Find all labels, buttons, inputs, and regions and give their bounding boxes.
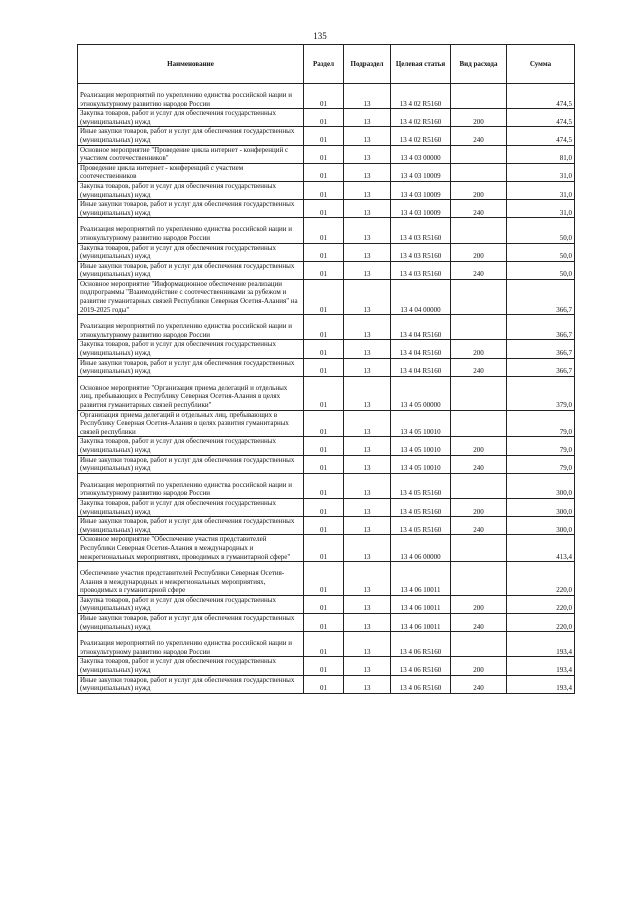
row-name: Основное мероприятие "Организация приема делегаций и отдельных лиц, пребывающих в Республику Северная Осетия-Алания в целях развития гуманитарных связей республики"	[78, 376, 304, 410]
row-name: Иные закупки товаров, работ и услуг для обеспечения государственных (муниципальных) нужд	[78, 614, 304, 632]
row-name: Основное мероприятие "Проведение цикла интернет - конференций с участием соотечественников"	[78, 145, 304, 163]
table-row	[78, 473, 575, 498]
row-statya: 13 4 04 R5160	[391, 340, 451, 358]
row-podrazdel: 13	[344, 437, 391, 455]
row-statya: 13 4 05 00000	[391, 376, 451, 410]
row-name: Иные закупки товаров, работ и услуг для обеспечения государственных (муниципальных) нужд	[78, 358, 304, 376]
row-summa: 193,4	[507, 632, 575, 657]
row-name: Организация приема делегаций и отдельных лиц, пребывающих в Республику Северная Осетия-Алания в целях развития гуманитарных связей республики	[78, 410, 304, 437]
row-statya: 13 4 05 10010	[391, 437, 451, 455]
row-podrazdel: 13	[344, 632, 391, 657]
row-vid-raskhoda	[451, 376, 507, 410]
header-name: Наименование	[78, 45, 304, 84]
row-vid-raskhoda	[451, 473, 507, 498]
row-name: Обеспечение участия представителей Республики Северная Осетия-Алания в международных и межрегиональных мероприятиях, проводимых в гуманитарной сфере	[78, 562, 304, 596]
row-razdel: 01	[304, 437, 344, 455]
row-summa: 300,0	[507, 498, 575, 516]
header-podrazdel: Подраздел	[344, 45, 391, 84]
row-podrazdel: 13	[344, 145, 391, 163]
row-razdel: 01	[304, 657, 344, 675]
row-vid-raskhoda: 240	[451, 614, 507, 632]
table-row	[78, 595, 575, 613]
row-statya: 13 4 06 10011	[391, 595, 451, 613]
row-summa: 50,0	[507, 243, 575, 261]
header-razdel: Раздел	[304, 45, 344, 84]
row-name: Закупка товаров, работ и услуг для обеспечения государственных (муниципальных) нужд	[78, 595, 304, 613]
row-statya: 13 4 05 10010	[391, 410, 451, 437]
row-podrazdel: 13	[344, 181, 391, 199]
row-podrazdel: 13	[344, 200, 391, 218]
row-vid-raskhoda	[451, 632, 507, 657]
row-summa: 79,0	[507, 455, 575, 473]
row-summa: 31,0	[507, 163, 575, 181]
row-summa: 474,5	[507, 127, 575, 145]
table-row	[78, 145, 575, 163]
row-razdel: 01	[304, 181, 344, 199]
row-podrazdel: 13	[344, 376, 391, 410]
row-statya: 13 4 04 R5160	[391, 358, 451, 376]
row-statya: 13 4 04 00000	[391, 279, 451, 314]
row-statya: 13 4 06 10011	[391, 614, 451, 632]
table-row	[78, 410, 575, 437]
row-vid-raskhoda	[451, 218, 507, 243]
row-summa: 366,7	[507, 340, 575, 358]
table-row	[78, 279, 575, 314]
table-row	[78, 455, 575, 473]
row-podrazdel: 13	[344, 315, 391, 340]
row-statya: 13 4 02 R5160	[391, 109, 451, 127]
row-podrazdel: 13	[344, 675, 391, 693]
row-razdel: 01	[304, 535, 344, 562]
row-summa: 366,7	[507, 279, 575, 314]
row-podrazdel: 13	[344, 562, 391, 596]
row-name: Основное мероприятие "Обеспечение участия представителей Республики Северная Осетия-Алания в международных и межрегиональных мероприятиях, проводимых в гуманитарной сфере"	[78, 535, 304, 562]
row-statya: 13 4 06 00000	[391, 535, 451, 562]
row-summa: 474,5	[507, 109, 575, 127]
row-name: Иные закупки товаров, работ и услуг для обеспечения государственных (муниципальных) нужд	[78, 455, 304, 473]
table-row	[78, 437, 575, 455]
table-body	[78, 84, 575, 694]
table-row	[78, 200, 575, 218]
row-summa: 366,7	[507, 358, 575, 376]
row-razdel: 01	[304, 163, 344, 181]
row-statya: 13 4 02 R5160	[391, 127, 451, 145]
table-row	[78, 358, 575, 376]
row-vid-raskhoda	[451, 562, 507, 596]
row-podrazdel: 13	[344, 455, 391, 473]
row-summa: 366,7	[507, 315, 575, 340]
row-podrazdel: 13	[344, 358, 391, 376]
table-row	[78, 535, 575, 562]
row-statya: 13 4 05 R5160	[391, 473, 451, 498]
row-summa: 79,0	[507, 410, 575, 437]
row-name: Иные закупки товаров, работ и услуг для обеспечения государственных (муниципальных) нужд	[78, 127, 304, 145]
table-row	[78, 517, 575, 535]
row-razdel: 01	[304, 340, 344, 358]
row-name: Иные закупки товаров, работ и услуг для обеспечения государственных (муниципальных) нужд	[78, 261, 304, 279]
row-name: Закупка товаров, работ и услуг для обеспечения государственных (муниципальных) нужд	[78, 243, 304, 261]
row-podrazdel: 13	[344, 535, 391, 562]
row-summa: 220,0	[507, 614, 575, 632]
row-statya: 13 4 03 R5160	[391, 261, 451, 279]
row-statya: 13 4 05 R5160	[391, 498, 451, 516]
row-podrazdel: 13	[344, 473, 391, 498]
row-summa: 193,4	[507, 657, 575, 675]
row-razdel: 01	[304, 473, 344, 498]
table-header-row	[78, 45, 575, 84]
table-row	[78, 261, 575, 279]
table-row	[78, 127, 575, 145]
row-razdel: 01	[304, 358, 344, 376]
row-podrazdel: 13	[344, 261, 391, 279]
row-razdel: 01	[304, 410, 344, 437]
page-number: 135	[313, 31, 327, 41]
row-razdel: 01	[304, 632, 344, 657]
table-row	[78, 657, 575, 675]
row-vid-raskhoda	[451, 145, 507, 163]
table-row	[78, 163, 575, 181]
row-name: Реализация мероприятий по укреплению единства российской нации и этнокультурному развитию народов России	[78, 632, 304, 657]
row-razdel: 01	[304, 455, 344, 473]
row-statya: 13 4 03 10009	[391, 163, 451, 181]
row-razdel: 01	[304, 127, 344, 145]
row-razdel: 01	[304, 261, 344, 279]
row-vid-raskhoda: 200	[451, 437, 507, 455]
row-podrazdel: 13	[344, 163, 391, 181]
row-summa: 31,0	[507, 200, 575, 218]
row-vid-raskhoda: 240	[451, 200, 507, 218]
row-razdel: 01	[304, 595, 344, 613]
row-statya: 13 4 02 R5160	[391, 84, 451, 109]
header-vid-raskhoda: Вид расхода	[451, 45, 507, 84]
row-podrazdel: 13	[344, 595, 391, 613]
row-podrazdel: 13	[344, 218, 391, 243]
row-razdel: 01	[304, 562, 344, 596]
row-vid-raskhoda	[451, 163, 507, 181]
row-name: Закупка товаров, работ и услуг для обеспечения государственных (муниципальных) нужд	[78, 109, 304, 127]
row-vid-raskhoda: 240	[451, 455, 507, 473]
row-vid-raskhoda	[451, 315, 507, 340]
row-podrazdel: 13	[344, 243, 391, 261]
table-row	[78, 340, 575, 358]
row-statya: 13 4 04 R5160	[391, 315, 451, 340]
row-summa: 81,0	[507, 145, 575, 163]
row-razdel: 01	[304, 109, 344, 127]
header-summa: Сумма	[507, 45, 575, 84]
row-vid-raskhoda: 240	[451, 127, 507, 145]
row-statya: 13 4 03 10009	[391, 200, 451, 218]
row-summa: 300,0	[507, 473, 575, 498]
row-statya: 13 4 06 R5160	[391, 675, 451, 693]
row-summa: 300,0	[507, 517, 575, 535]
row-name: Закупка товаров, работ и услуг для обеспечения государственных (муниципальных) нужд	[78, 498, 304, 516]
row-vid-raskhoda: 240	[451, 517, 507, 535]
row-summa: 474,5	[507, 84, 575, 109]
row-razdel: 01	[304, 675, 344, 693]
row-name: Реализация мероприятий по укреплению единства российской нации и этнокультурному развитию народов России	[78, 218, 304, 243]
table-row	[78, 614, 575, 632]
row-razdel: 01	[304, 279, 344, 314]
row-razdel: 01	[304, 498, 344, 516]
row-podrazdel: 13	[344, 410, 391, 437]
table-row	[78, 218, 575, 243]
row-razdel: 01	[304, 145, 344, 163]
row-statya: 13 4 03 R5160	[391, 218, 451, 243]
row-summa: 79,0	[507, 437, 575, 455]
row-razdel: 01	[304, 315, 344, 340]
row-name: Иные закупки товаров, работ и услуг для обеспечения государственных (муниципальных) нужд	[78, 675, 304, 693]
row-name: Реализация мероприятий по укреплению единства российской нации и этнокультурному развитию народов России	[78, 473, 304, 498]
row-vid-raskhoda: 240	[451, 358, 507, 376]
table-row	[78, 675, 575, 693]
row-summa: 413,4	[507, 535, 575, 562]
row-razdel: 01	[304, 200, 344, 218]
table-row	[78, 181, 575, 199]
row-summa: 50,0	[507, 261, 575, 279]
row-vid-raskhoda	[451, 410, 507, 437]
row-summa: 220,0	[507, 562, 575, 596]
table-row	[78, 243, 575, 261]
table-row	[78, 562, 575, 596]
table-row	[78, 109, 575, 127]
row-podrazdel: 13	[344, 127, 391, 145]
row-podrazdel: 13	[344, 84, 391, 109]
row-razdel: 01	[304, 84, 344, 109]
row-statya: 13 4 05 R5160	[391, 517, 451, 535]
row-vid-raskhoda: 200	[451, 657, 507, 675]
row-podrazdel: 13	[344, 657, 391, 675]
row-name: Иные закупки товаров, работ и услуг для обеспечения государственных (муниципальных) нужд	[78, 517, 304, 535]
row-vid-raskhoda	[451, 279, 507, 314]
row-vid-raskhoda: 200	[451, 498, 507, 516]
table-row	[78, 376, 575, 410]
row-name: Закупка товаров, работ и услуг для обеспечения государственных (муниципальных) нужд	[78, 181, 304, 199]
row-summa: 379,0	[507, 376, 575, 410]
row-vid-raskhoda: 200	[451, 181, 507, 199]
row-name: Закупка товаров, работ и услуг для обеспечения государственных (муниципальных) нужд	[78, 340, 304, 358]
row-razdel: 01	[304, 243, 344, 261]
row-podrazdel: 13	[344, 109, 391, 127]
table-row	[78, 498, 575, 516]
row-name: Иные закупки товаров, работ и услуг для обеспечения государственных (муниципальных) нужд	[78, 200, 304, 218]
row-name: Реализация мероприятий по укреплению единства российской нации и этнокультурному развитию народов России	[78, 84, 304, 109]
row-vid-raskhoda	[451, 535, 507, 562]
row-vid-raskhoda	[451, 84, 507, 109]
row-vid-raskhoda: 200	[451, 243, 507, 261]
row-statya: 13 4 05 10010	[391, 455, 451, 473]
row-name: Проведение цикла интернет - конференций с участием соотечественников	[78, 163, 304, 181]
row-podrazdel: 13	[344, 279, 391, 314]
row-podrazdel: 13	[344, 498, 391, 516]
row-podrazdel: 13	[344, 614, 391, 632]
row-summa: 193,4	[507, 675, 575, 693]
row-name: Реализация мероприятий по укреплению единства российской нации и этнокультурному развитию народов России	[78, 315, 304, 340]
row-summa: 50,0	[507, 218, 575, 243]
row-statya: 13 4 06 R5160	[391, 632, 451, 657]
row-summa: 220,0	[507, 595, 575, 613]
row-statya: 13 4 03 R5160	[391, 243, 451, 261]
row-vid-raskhoda: 240	[451, 261, 507, 279]
row-summa: 31,0	[507, 181, 575, 199]
row-razdel: 01	[304, 376, 344, 410]
table-row	[78, 315, 575, 340]
row-razdel: 01	[304, 517, 344, 535]
row-podrazdel: 13	[344, 517, 391, 535]
row-vid-raskhoda: 200	[451, 109, 507, 127]
row-statya: 13 4 03 00000	[391, 145, 451, 163]
table-row	[78, 632, 575, 657]
row-statya: 13 4 03 10009	[391, 181, 451, 199]
row-razdel: 01	[304, 218, 344, 243]
row-statya: 13 4 06 R5160	[391, 657, 451, 675]
row-statya: 13 4 06 10011	[391, 562, 451, 596]
row-vid-raskhoda: 200	[451, 595, 507, 613]
table-row	[78, 84, 575, 109]
header-statya: Целевая статья	[391, 45, 451, 84]
budget-table	[77, 44, 575, 694]
row-podrazdel: 13	[344, 340, 391, 358]
row-name: Закупка товаров, работ и услуг для обеспечения государственных (муниципальных) нужд	[78, 437, 304, 455]
row-name: Основное мероприятие "Информационное обеспечение реализации подпрограммы "Взаимодействие с соотечественниками за рубежом и развитие гуманитарных связей Республики Северная Осетия-Алания" на 2019-2025 годы"	[78, 279, 304, 314]
row-vid-raskhoda: 240	[451, 675, 507, 693]
row-name: Закупка товаров, работ и услуг для обеспечения государственных (муниципальных) нужд	[78, 657, 304, 675]
row-razdel: 01	[304, 614, 344, 632]
row-vid-raskhoda: 200	[451, 340, 507, 358]
